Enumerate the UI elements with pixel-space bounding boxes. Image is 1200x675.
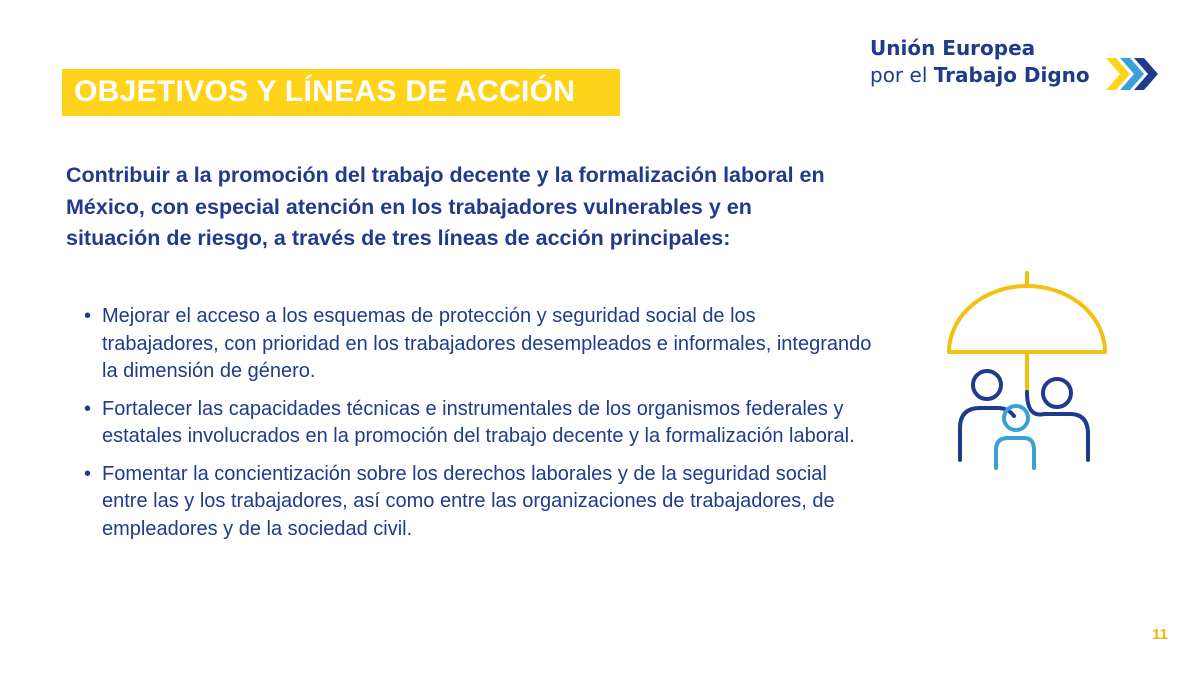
logo-text-line1: Unión Europea xyxy=(870,36,1036,60)
bullet-icon: • xyxy=(84,305,92,327)
list-item-text: Mejorar el acceso a los esquemas de protección y seguridad social de los trabajadores, con prioridad en los trabajadores desempleados e informales, integrando la dimensión de género. xyxy=(102,305,872,382)
logo xyxy=(870,36,1170,96)
triple-chevron-icon xyxy=(1106,56,1168,92)
page-title: OBJETIVOS Y LÍNEAS DE ACCIÓN xyxy=(74,75,576,108)
bullet-icon: • xyxy=(84,397,92,420)
umbrella-family-icon xyxy=(940,268,1120,478)
list-item xyxy=(84,396,874,451)
list-item xyxy=(84,461,874,544)
action-lines-list xyxy=(84,303,874,553)
page-number: 11 xyxy=(1152,626,1168,643)
intro-paragraph: Contribuir a la promoción del trabajo decente y la formalización laboral en México, con especial atención en los trabajadores vulnerables y en situación de riesgo, a través de tres líneas de acción principales: xyxy=(66,163,825,250)
list-item-text: Fortalecer las capacidades técnicas e instrumentales de los organismos federales y estatales involucrados en la promoción del trabajo decente y la formalización laboral. xyxy=(102,397,855,447)
list-item xyxy=(84,303,874,386)
bullet-icon: • xyxy=(84,462,92,485)
logo-text-bold: Trabajo Digno xyxy=(933,63,1090,87)
logo-text-line2 xyxy=(870,63,1090,87)
list-item-text: Fomentar la concientización sobre los derechos laborales y de la seguridad social entre las y los trabajadores, así como entre las organizaciones de trabajadores, de empleadores y de la sociedad civil. xyxy=(102,462,835,540)
title-banner xyxy=(62,69,620,116)
logo-text-prefix: por el xyxy=(870,63,934,87)
